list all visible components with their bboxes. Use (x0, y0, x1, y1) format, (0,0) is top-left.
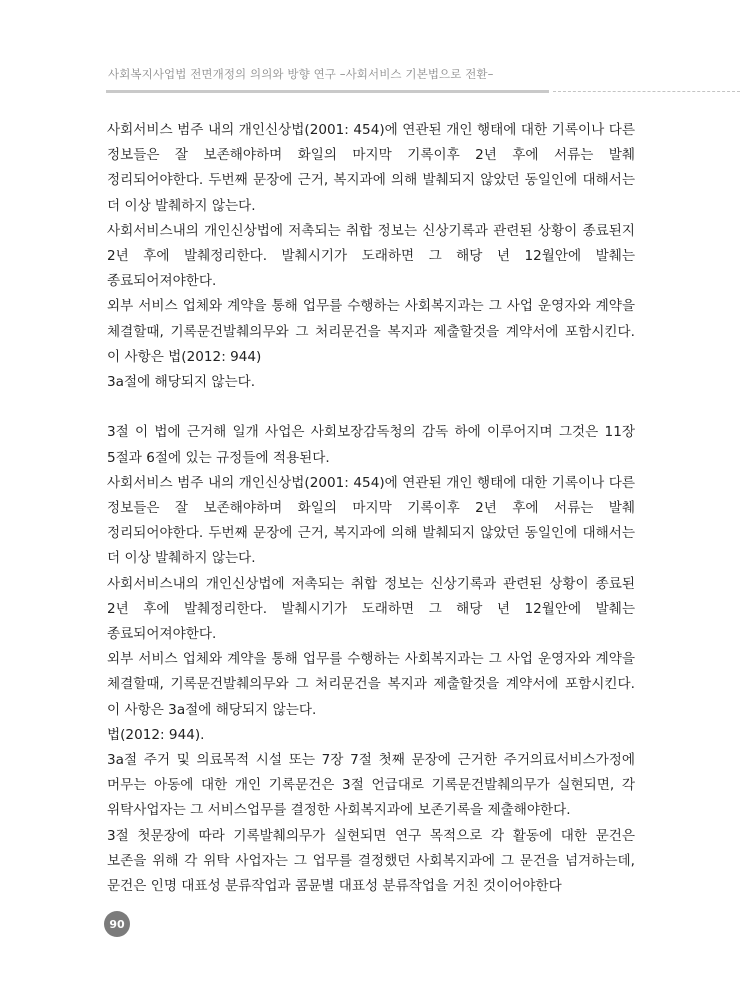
paragraph: 3절 첫문장에 따라 기록발췌의무가 실현되면 연구 목적으로 각 활동에 대한 문건은 보존을 위해 각 위탁 사업자는 그 업무를 결정했던 사회복지과에 그 문건을 넘겨하는데, 문건은 인명 대표성 분류작업과 콤뮨별 대표성 분류작업을 거친 것이어야한다 (107, 827, 635, 895)
paragraph: 3a절에 해당되지 않는다. (107, 374, 256, 391)
paragraph: 사회서비스내의 개인신상법에 저촉되는 취합 정보는 신상기록과 관련된 상황이 종료된 2년 후에 발췌정리한다. 발췌시기가 도래하면 그 해당 년 12월안에 발췌는 종료되어져야한다. (107, 575, 635, 643)
paragraph: 사회서비스내의 개인신상법에 저촉되는 취합 정보는 신상기록과 관련된 상황이 종료된지 2년 후에 발췌정리한다. 발췌시기가 도래하면 그 해당 년 12월안에 발췌는 종료되어져야한다. (107, 222, 635, 290)
paragraph: 외부 서비스 업체와 계약을 통해 업무를 수행하는 사회복지과는 그 사업 운영자와 계약을 체결할때, 기록문건발췌의무와 그 처리문건을 복지과 제출할것을 계약서에 포함시킨다. 이 사항은 3a절에 해당되지 않는다. (107, 651, 635, 718)
header-rule (106, 90, 549, 93)
body-text (107, 118, 635, 899)
paragraph: 사회서비스 범주 내의 개인신상법(2001: 454)에 연관된 개인 행태에 대한 기록이나 다른 정보들은 잘 보존해야하며 화일의 마지막 기록이후 2년 후에 서류는 발췌 정리되어야한다. 두번째 문장에 근거, 복지과에 의해 발췌되지 않았던 동일인에 대해서는 더 이상 발췌하지 않는다. (107, 122, 635, 214)
running-header: 사회복지사업법 전면개정의 의의와 방향 연구 –사회서비스 기본법으로 전환– (108, 67, 494, 81)
paragraph: 법(2012: 944). (107, 726, 205, 743)
paragraph: 사회서비스 범주 내의 개인신상법(2001: 454)에 연관된 개인 행태에 대한 기록이나 다른 정보들은 잘 보존해야하며 화일의 마지막 기록이후 2년 후에 서류는 발췌 정리되어야한다. 두번째 문장에 근거, 복지과에 의해 발췌되지 않았던 동일인에 대해서는 더 이상 발췌하지 않는다. (107, 474, 635, 567)
paragraph: 3절 이 법에 근거해 일개 사업은 사회보장감독청의 감독 하에 이루어지며 그것은 11장 5절과 6절에 있는 규정들에 적용된다. (107, 424, 635, 466)
paragraph: 외부 서비스 업체와 계약을 통해 업무를 수행하는 사회복지과는 그 사업 운영자와 계약을 체결할때, 기록문건발췌의무와 그 처리문건을 복지과 제출할것을 계약서에 포함시킨다. 이 사항은 법(2012: 944) (107, 298, 635, 365)
header-dashed-rule (553, 91, 740, 92)
page-number: 90 (104, 911, 130, 937)
paragraph: 3a절 주거 및 의료목적 시설 또는 7장 7절 첫째 문장에 근거한 주거의료서비스가정에 머무는 아동에 대한 개인 기록문건은 3절 언급대로 기록문건발췌의무가 실현되면, 각 위탁사업자는 그 서비스업무를 결정한 사회복지과에 보존기록을 제출해야한다. (107, 752, 635, 819)
paragraph-gap (107, 395, 635, 420)
